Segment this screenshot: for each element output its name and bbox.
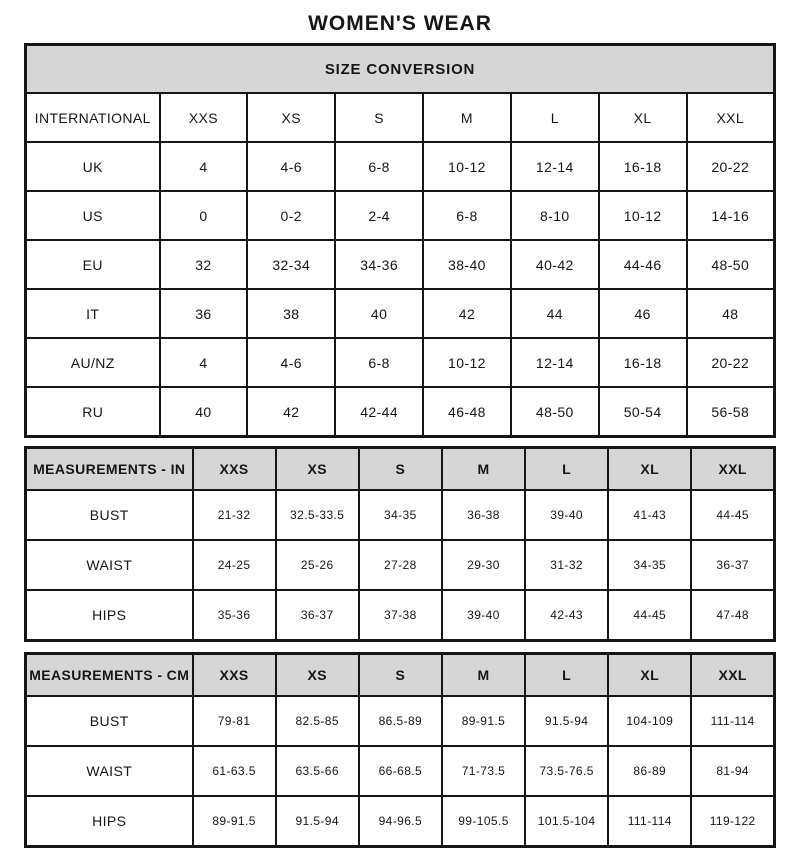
- size-cell: 42: [247, 387, 335, 437]
- measurements-cm-table: [24, 652, 776, 848]
- column-header-xl: XL: [608, 654, 691, 697]
- measurement-cell: 42-43: [525, 590, 608, 641]
- measurement-cell: 36-37: [276, 590, 359, 641]
- measurement-cell: 101.5-104: [525, 796, 608, 847]
- size-cell: 32: [160, 240, 248, 289]
- measurement-cell: 111-114: [608, 796, 691, 847]
- size-cell: 34-36: [335, 240, 423, 289]
- size-cell: 38-40: [423, 240, 511, 289]
- table-row-uk: [26, 142, 775, 191]
- measurement-cell: 89-91.5: [442, 696, 525, 746]
- measurement-cell: 35-36: [193, 590, 276, 641]
- size-cell: 8-10: [511, 191, 599, 240]
- measurement-cell: 86.5-89: [359, 696, 442, 746]
- size-cell: 48-50: [687, 240, 775, 289]
- table-row-waist-cm: [26, 746, 775, 796]
- measurement-cell: 27-28: [359, 540, 442, 590]
- size-cell: 14-16: [687, 191, 775, 240]
- size-cell: 4: [160, 142, 248, 191]
- size-cell: 42-44: [335, 387, 423, 437]
- column-header-xxl: XXL: [691, 448, 774, 491]
- measurement-cell: 82.5-85: [276, 696, 359, 746]
- size-cell: 4-6: [247, 338, 335, 387]
- size-cell: 40: [160, 387, 248, 437]
- size-cell: 16-18: [599, 142, 687, 191]
- size-cell: 40: [335, 289, 423, 338]
- column-header-s: S: [359, 654, 442, 697]
- size-cell: 32-34: [247, 240, 335, 289]
- column-header-xxl: XXL: [691, 654, 774, 697]
- row-label-eu: EU: [26, 240, 160, 289]
- column-header-xl: XL: [599, 93, 687, 142]
- measurement-cell: 37-38: [359, 590, 442, 641]
- measurement-cell: 32.5-33.5: [276, 490, 359, 540]
- column-header-xs: XS: [276, 654, 359, 697]
- measurement-cell: 79-81: [193, 696, 276, 746]
- measurement-cell: 29-30: [442, 540, 525, 590]
- measurement-cell: 63.5-66: [276, 746, 359, 796]
- measurements-cm-header-row: [26, 654, 775, 697]
- row-label-ru: RU: [26, 387, 160, 437]
- size-conversion-table: [24, 43, 776, 438]
- column-header-international: INTERNATIONAL: [26, 93, 160, 142]
- measurement-cell: 61-63.5: [193, 746, 276, 796]
- column-header-l: L: [511, 93, 599, 142]
- size-cell: 42: [423, 289, 511, 338]
- column-header-l: L: [525, 448, 608, 491]
- table-row-eu: [26, 240, 775, 289]
- measurement-cell: 36-38: [442, 490, 525, 540]
- size-cell: 10-12: [423, 142, 511, 191]
- size-cell: 6-8: [335, 338, 423, 387]
- column-header-m: M: [423, 93, 511, 142]
- measurement-cell: 81-94: [691, 746, 774, 796]
- measurement-cell: 111-114: [691, 696, 774, 746]
- column-header-s: S: [335, 93, 423, 142]
- measurement-cell: 71-73.5: [442, 746, 525, 796]
- size-cell: 10-12: [599, 191, 687, 240]
- measurement-cell: 86-89: [608, 746, 691, 796]
- size-cell: 46-48: [423, 387, 511, 437]
- measurement-cell: 24-25: [193, 540, 276, 590]
- size-cell: 48: [687, 289, 775, 338]
- measurement-cell: 44-45: [691, 490, 774, 540]
- table-row-aunz: [26, 338, 775, 387]
- measurement-cell: 25-26: [276, 540, 359, 590]
- row-label-aunz: AU/NZ: [26, 338, 160, 387]
- column-header-m: M: [442, 448, 525, 491]
- column-header-xs: XS: [247, 93, 335, 142]
- measurement-cell: 94-96.5: [359, 796, 442, 847]
- size-cell: 4-6: [247, 142, 335, 191]
- column-header-xxs: XXS: [160, 93, 248, 142]
- table-row-bust-cm: [26, 696, 775, 746]
- column-header-xl: XL: [608, 448, 691, 491]
- page-title: WOMEN'S WEAR: [308, 12, 492, 35]
- size-cell: 20-22: [687, 338, 775, 387]
- measurement-cell: 73.5-76.5: [525, 746, 608, 796]
- table-row-waist-in: [26, 540, 775, 590]
- size-cell: 12-14: [511, 338, 599, 387]
- size-conversion-header: SIZE CONVERSION: [26, 45, 775, 94]
- row-label-waist: WAIST: [26, 540, 193, 590]
- measurements-in-table: [24, 446, 776, 642]
- measurement-cell: 34-35: [359, 490, 442, 540]
- size-cell: 36: [160, 289, 248, 338]
- measurement-cell: 91.5-94: [276, 796, 359, 847]
- size-cell: 16-18: [599, 338, 687, 387]
- row-label-it: IT: [26, 289, 160, 338]
- column-header-xxl: XXL: [687, 93, 775, 142]
- size-cell: 2-4: [335, 191, 423, 240]
- measurement-cell: 34-35: [608, 540, 691, 590]
- size-cell: 6-8: [423, 191, 511, 240]
- size-cell: 40-42: [511, 240, 599, 289]
- measurement-cell: 44-45: [608, 590, 691, 641]
- row-label-hips: HIPS: [26, 590, 193, 641]
- table-row-hips-cm: [26, 796, 775, 847]
- measurement-cell: 66-68.5: [359, 746, 442, 796]
- table-row-ru: [26, 387, 775, 437]
- row-label-us: US: [26, 191, 160, 240]
- column-header-s: S: [359, 448, 442, 491]
- measurement-cell: 104-109: [608, 696, 691, 746]
- measurement-cell: 99-105.5: [442, 796, 525, 847]
- table-row-it: [26, 289, 775, 338]
- measurement-cell: 31-32: [525, 540, 608, 590]
- table-header-band: [26, 45, 775, 94]
- column-header-m: M: [442, 654, 525, 697]
- size-cell: 20-22: [687, 142, 775, 191]
- measurement-cell: 47-48: [691, 590, 774, 641]
- measurement-cell: 21-32: [193, 490, 276, 540]
- size-cell: 44: [511, 289, 599, 338]
- row-label-waist: WAIST: [26, 746, 193, 796]
- column-header-xs: XS: [276, 448, 359, 491]
- size-cell: 44-46: [599, 240, 687, 289]
- size-cell: 6-8: [335, 142, 423, 191]
- column-header-xxs: XXS: [193, 448, 276, 491]
- size-cell: 0: [160, 191, 248, 240]
- size-cell: 0-2: [247, 191, 335, 240]
- row-label-bust: BUST: [26, 490, 193, 540]
- measurement-cell: 39-40: [442, 590, 525, 641]
- column-header-xxs: XXS: [193, 654, 276, 697]
- row-label-bust: BUST: [26, 696, 193, 746]
- measurement-cell: 36-37: [691, 540, 774, 590]
- row-label-uk: UK: [26, 142, 160, 191]
- measurements-in-header-row: [26, 448, 775, 491]
- column-header-l: L: [525, 654, 608, 697]
- row-label-hips: HIPS: [26, 796, 193, 847]
- table-row-international: [26, 93, 775, 142]
- measurement-cell: 91.5-94: [525, 696, 608, 746]
- measurement-cell: 89-91.5: [193, 796, 276, 847]
- size-cell: 56-58: [687, 387, 775, 437]
- table-row-bust-in: [26, 490, 775, 540]
- measurements-in-header: MEASUREMENTS - IN: [26, 448, 193, 491]
- table-row-hips-in: [26, 590, 775, 641]
- size-cell: 4: [160, 338, 248, 387]
- size-cell: 38: [247, 289, 335, 338]
- measurement-cell: 39-40: [525, 490, 608, 540]
- measurements-cm-header: MEASUREMENTS - CM: [26, 654, 193, 697]
- size-cell: 48-50: [511, 387, 599, 437]
- measurement-cell: 41-43: [608, 490, 691, 540]
- table-row-us: [26, 191, 775, 240]
- size-cell: 10-12: [423, 338, 511, 387]
- size-cell: 50-54: [599, 387, 687, 437]
- measurement-cell: 119-122: [691, 796, 774, 847]
- size-cell: 12-14: [511, 142, 599, 191]
- size-cell: 46: [599, 289, 687, 338]
